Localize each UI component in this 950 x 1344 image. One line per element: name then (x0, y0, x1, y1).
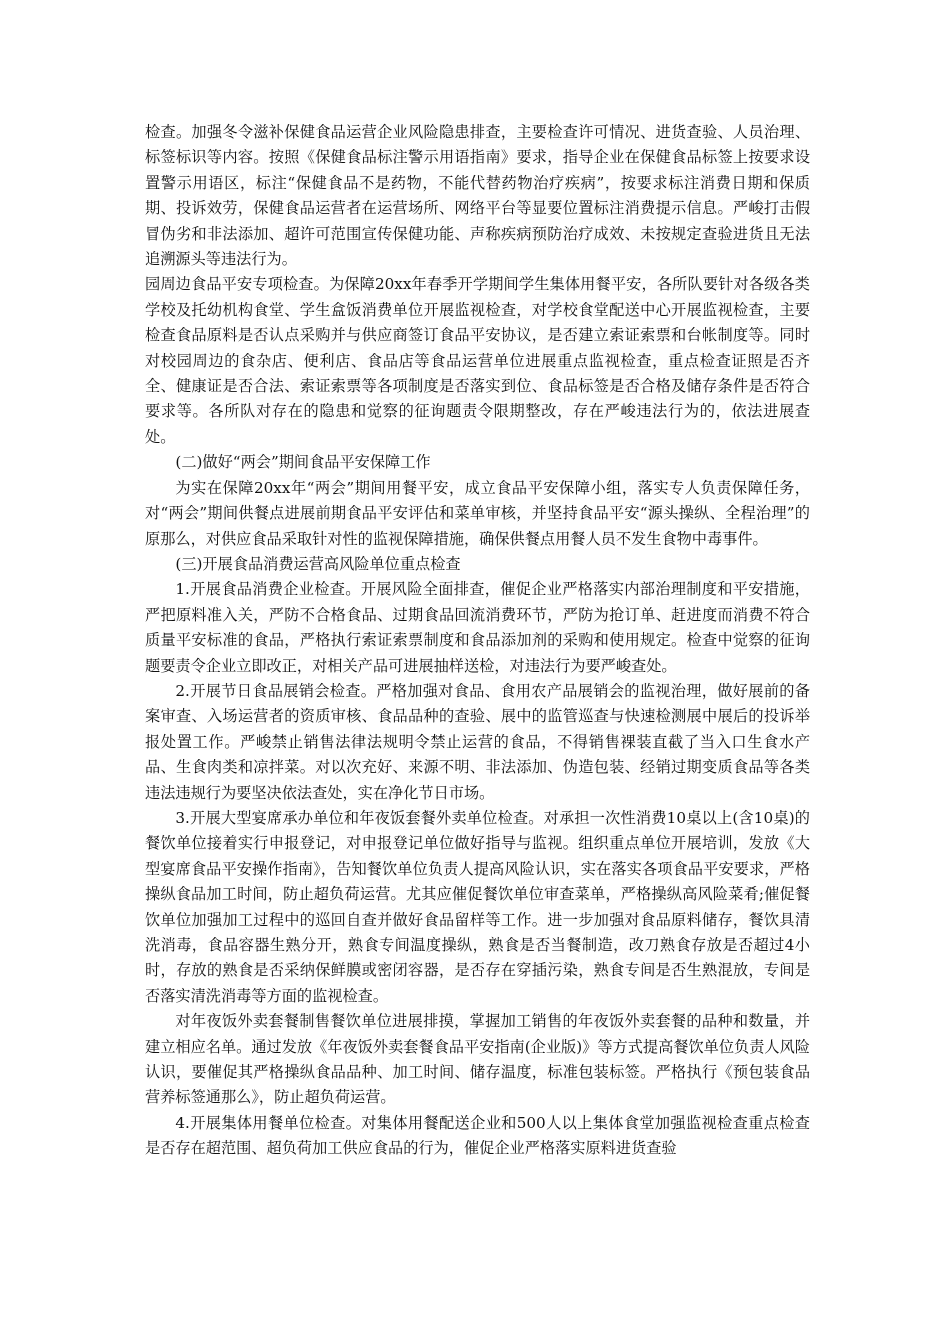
paragraph-health-food-inspection: 检查。加强冬令滋补保健食品运营企业风险隐患排查，主要检查许可情况、进货查验、人员治理、标签标识等内容。按照《保健食品标注警示用语指南》要求，指导企业在保健食品标签上按要求设置警示用语区，标注“保健食品不是药物，不能代替药物治疗疾病”，按要求标注消费日期和保质期、投诉效劳，保健食品运营者在运营场所、网络平台等显要位置标注消费提示信息。严峻打击假冒伪劣和非法添加、超许可范围宣传保健功能、声称疾病预防治疗成效、未按规定查验进货且无法追溯源头等违法行为。 (145, 123, 810, 269)
section-heading-two-sessions: (二)做好“两会”期间食品平安保障工作 (175, 453, 431, 472)
paragraph-two-sessions-safety: 为实在保障20xx年“两会”期间用餐平安，成立食品平安保障小组，落实专人负责保障任务，对“两会”期间供餐点进展前期食品平安评估和菜单审核，并坚持食品平安“源头操纵、全程治理”的原那么，对供应食品采取针对性的监视保障措施，确保供餐点用餐人员不发生食物中毒事件。 (145, 478, 810, 548)
paragraph-item-3-banquet-units: 3.开展大型宴席承办单位和年夜饭套餐外卖单位检查。对承担一次性消费10桌以上(含10桌)的餐饮单位接着实行申报登记，对申报登记单位做好指导与监视。组织重点单位开展培训，发放《大型宴席食品平安操作指南》，告知餐饮单位负责人提高风险认识，实在落实各项食品平安要求，严格操纵食品加工时间，防止超负荷运营。尤其应催促餐饮单位审查菜单，严格操纵高风险菜肴;催促餐饮单位加强加工过程中的巡回自查并做好食品留样等工作。进一步加强对食品原料储存，餐饮具清洗消毒，食品容器生熟分开，熟食专间温度操纵，熟食是否当餐制造，改刀熟食存放是否超过4小时，存放的熟食是否采纳保鲜膜或密闭容器，是否存在穿插污染，熟食专间是否生熟混放，专间是否落实清洗消毒等方面的监视检查。 (145, 808, 810, 1005)
paragraph-campus-food-inspection: 园周边食品平安专项检查。为保障20xx年春季开学期间学生集体用餐平安，各所队要针对各级各类学校及托幼机构食堂、学生盒饭消费单位开展监视检查，对学校食堂配送中心开展监视检查，主要检查食品原料是否认点采购并与供应商签订食品平安协议，是否建立索证索票和台帐制度等。同时对校园周边的食杂店、便利店、食品店等食品运营单位进展重点监视检查，重点检查证照是否齐全、健康证是否合法、索证索票等各项制度是否落实到位、食品标签是否合格及储存条件是否符合要求等。各所队对存在的隐患和觉察的征询题责令限期整改，存在严峻违法行为的，依法进展查处。 (145, 275, 810, 446)
paragraph-item-1-production-enterprises: 1.开展食品消费企业检查。开展风险全面排查，催促企业严格落实内部治理制度和平安措施，严把原料准入关，严防不合格食品、过期食品回流消费环节，严防为抢订单、赶进度而消费不符合质量平安标准的食品，严格执行索证索票制度和食品添加剂的采购和使用规定。检查中觉察的征询题要责令企业立即改正，对相关产品可进展抽样送检，对违法行为要严峻查处。 (145, 580, 810, 675)
paragraph-new-year-takeout: 对年夜饭外卖套餐制售餐饮单位进展排摸，掌握加工销售的年夜饭外卖套餐的品种和数量，并建立相应名单。通过发放《年夜饭外卖套餐食品平安指南(企业版)》等方式提高餐饮单位负责人风险认识，要催促其严格操纵食品品种、加工时间、储存温度，标准包装标签。严格执行《预包装食品营养标签通那么》，防止超负荷运营。 (145, 1012, 810, 1107)
paragraph-item-4-collective-dining: 4.开展集体用餐单位检查。对集体用餐配送企业和500人以上集体食堂加强监视检查重点检查是否存在超范围、超负荷加工供应食品的行为，催促企业严格落实原料进货查验 (145, 1113, 810, 1158)
section-heading-high-risk-inspection: (三)开展食品消费运营高风险单位重点检查 (175, 554, 461, 573)
document-body (145, 120, 810, 1162)
paragraph-item-2-holiday-exhibitions: 2.开展节日食品展销会检查。严格加强对食品、食用农产品展销会的监视治理，做好展前的备案审查、入场运营者的资质审核、食品品种的查验、展中的监管巡查与快速检测展中展后的投诉举报处置工作。严峻禁止销售法律法规明令禁止运营的食品，不得销售裸装直截了当入口生食水产品、生食肉类和凉拌菜。对以次充好、来源不明、非法添加、伪造包装、经销过期变质食品等各类违法违规行为要坚决依法查处，实在净化节日市场。 (145, 681, 810, 802)
